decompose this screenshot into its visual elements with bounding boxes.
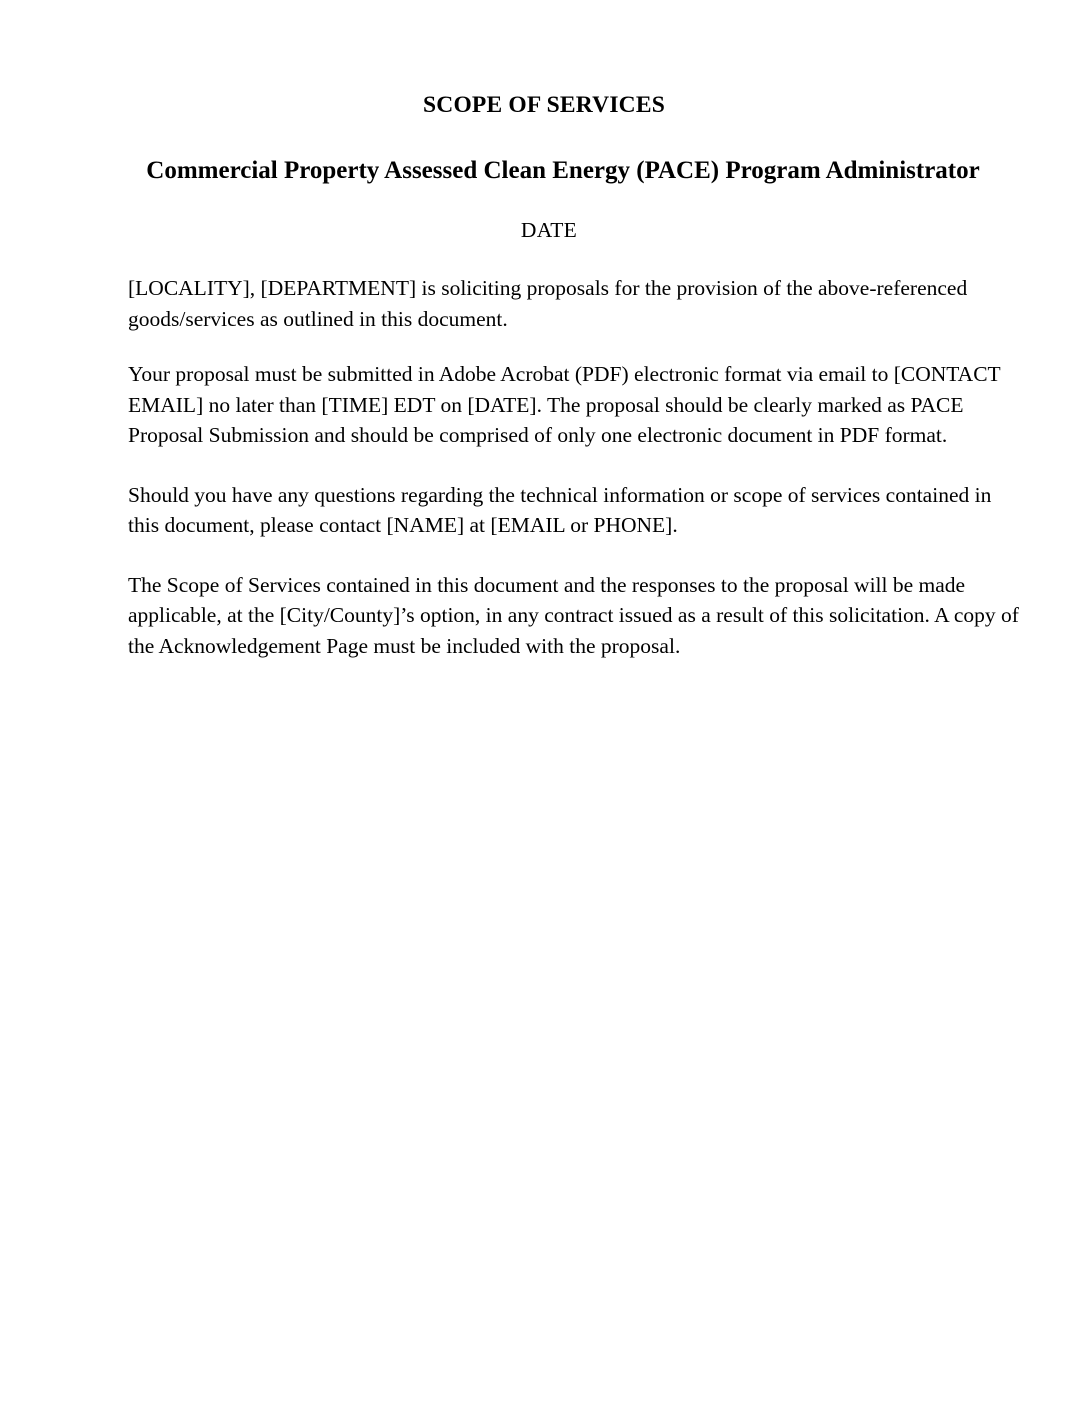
paragraph-scope-applicability: The Scope of Services contained in this document and the responses to the proposal will be made applicable, at the [City/County]’s option, in any contract issued as a result of this solicitation. A copy of the Acknowledgement Page must be included with the proposal.	[128, 572, 1019, 658]
paragraph-solicitation: [LOCALITY], [DEPARTMENT] is soliciting proposals for the provision of the above-referenced goods/services as outlined in this document.	[128, 276, 968, 331]
paragraph-submission: Your proposal must be submitted in Adobe Acrobat (PDF) electronic format via email to [CONTACT EMAIL] no later than [TIME] EDT on [DATE]. The proposal should be clearly marked as PACE Proposal Submission and should be comprised of only one electronic document in PDF format.	[128, 362, 1001, 448]
document-subtitle: Commercial Property Assessed Clean Energy (PACE) Program Administrator	[146, 157, 980, 184]
page-title: SCOPE OF SERVICES	[423, 92, 665, 118]
paragraph-questions: Should you have any questions regarding the technical information or scope of services contained in this document, please contact [NAME] at [EMAIL or PHONE].	[128, 482, 992, 538]
document-body	[128, 273, 1020, 661]
document-date: DATE	[520, 218, 578, 243]
